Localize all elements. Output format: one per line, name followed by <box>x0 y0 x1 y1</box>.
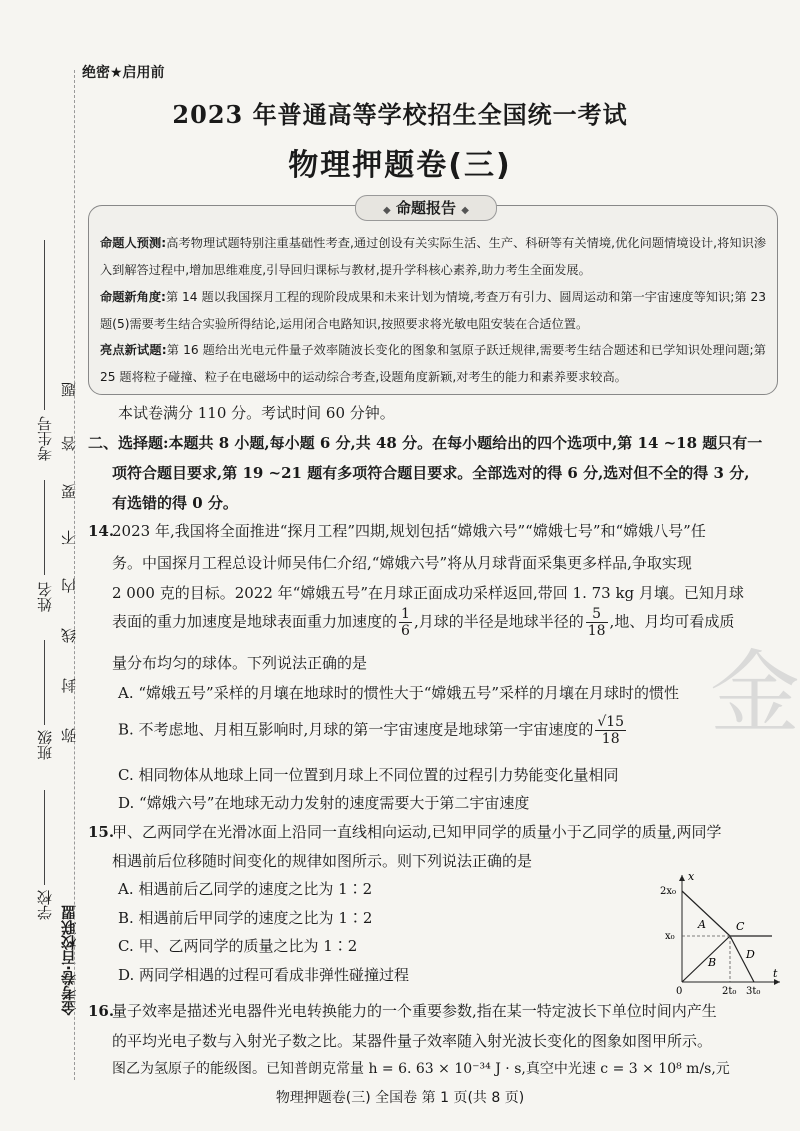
fraction-numerator: 5 <box>586 606 608 623</box>
highlight-text: 第 16 题给出光电元件量子效率随波长变化的图象和氢原子跃迁规律,需要考生结合题述和已学知识处理问题;第 25 题将粒子碰撞、粒子在电磁场中的运动综合考查,设题角度新颖,对考生的能力和素养要求较高。 <box>100 343 766 384</box>
label-c: C <box>736 920 745 933</box>
seal-char-2: 答 <box>60 436 78 451</box>
q16-line1: 量子效率是描述光电器件光电转换能力的一个重要参数,指在某一特定波长下单位时间内产生 <box>112 1002 717 1020</box>
y-tick-x0: x₀ <box>665 931 675 942</box>
t-tick-2t0: 2t₀ <box>722 986 737 995</box>
angle-text: 第 14 题以我国探月工程的现阶段成果和未来计划为情境,考查万有引力、圆周运动和第一宇宙速度等知识;第 23 题(5)需要考生结合实验所得结论,运用闭合电路知识,按照要求将光敏电阻安装在合适位置。 <box>100 290 767 331</box>
q15-option-a[interactable]: A. 相遇前后乙同学的速度之比为 1∶2 <box>118 880 373 898</box>
q14-option-b[interactable] <box>118 714 628 747</box>
section-heading-line1: 二、选择题:本题共 8 小题,每小题 6 分,共 48 分。在每小题给出的四个选项中,第 14 ~18 题只有一 <box>88 434 763 452</box>
report-tag-label: 命题报告 <box>395 199 456 217</box>
class-line <box>44 640 45 725</box>
highlight-label: 亮点新试题: <box>100 343 167 357</box>
exam-number-line <box>44 240 45 410</box>
diamond-icon: ◆ <box>383 205 391 216</box>
q16-line2: 的平均光电子数与入射光子数之比。某器件量子效率随入射光波长变化的图象如图甲所示。 <box>112 1032 713 1050</box>
q14-line4-part1: 表面的重力加速度是地球表面重力加速度的 <box>112 612 398 631</box>
angle-label: 命题新角度: <box>100 290 166 304</box>
line-a <box>682 891 730 936</box>
q15-option-b[interactable]: B. 相遇前后甲同学的速度之比为 1∶2 <box>118 909 373 927</box>
report-highlight <box>100 337 766 391</box>
seal-char-4: 不 <box>60 530 78 545</box>
fraction-denominator: 18 <box>601 731 620 747</box>
seal-char-8: 弥 <box>60 728 78 743</box>
y-tick-2x0: 2x₀ <box>660 886 677 897</box>
section-heading-line3: 有选错的得 0 分。 <box>112 494 238 512</box>
fraction-numerator: 1 <box>401 606 410 622</box>
q16-line3: 图乙为氢原子的能级图。已知普朗克常量 h = 6. 63 × 10⁻³⁴ J · s,真空中光速 c = 3 × 10⁸ m/s,元 <box>112 1061 730 1077</box>
q14-line4 <box>112 606 734 639</box>
seal-char-1: 题 <box>60 382 78 397</box>
q15-number: 15. <box>88 823 115 841</box>
exam-number-label: 考生号 <box>36 416 54 461</box>
seal-char-3: 要 <box>60 484 78 499</box>
q15-option-d[interactable]: D. 两同学相遇的过程可看成非弹性碰撞过程 <box>118 966 410 984</box>
exam-title: 2023 年普通高等学校招生全国统一考试 <box>172 100 628 129</box>
school-line <box>44 790 45 885</box>
x-axis-arrow-icon <box>679 875 685 881</box>
q14-option-b-text: B. 不考虑地、月相互影响时,月球的第一宇宙速度是地球第一宇宙速度的 <box>118 720 594 739</box>
fraction-denominator: 18 <box>587 623 606 639</box>
q15-option-c[interactable]: C. 甲、乙两同学的质量之比为 1∶2 <box>118 937 358 955</box>
fraction-numerator: √15 <box>597 714 625 730</box>
prediction-text: 高考物理试题特别注重基础性考查,通过创设有关实际生活、生产、科研等有关情境,优化问题情境设计,将知识渗入到解答过程中,增加思维难度,引导回归课标与教材,提升学科核心素养,助力考生全面发展。 <box>100 236 767 277</box>
name-label: 姓名 <box>36 582 54 612</box>
q14-line1: 2023 年,我国将全面推进“探月工程”四期,规划包括“嫦娥六号”“嫦娥七号”和“嫦娥八号”任 <box>112 522 706 540</box>
fraction-sqrt15-over-18 <box>595 714 626 747</box>
q15-line1: 甲、乙两同学在光滑冰面上沿同一直线相向运动,已知甲同学的质量小于乙同学的质量,两同学 <box>112 823 722 841</box>
t-axis-label: t <box>773 967 778 980</box>
q14-option-c[interactable]: C. 相同物体从地球上同一位置到月球上不同位置的过程引力势能变化量相同 <box>118 766 619 784</box>
watermark: 金 <box>710 641 800 746</box>
confidential-mark: 绝密★启用前 <box>82 65 165 81</box>
fraction-one-sixth <box>399 606 412 639</box>
exam-info: 本试卷满分 110 分。考试时间 60 分钟。 <box>118 404 395 422</box>
q14-line2: 务。中国探月工程总设计师吴伟仁介绍,“嫦娥六号”将从月球背面采集更多样品,争取实现 <box>112 554 692 572</box>
alliance-seal: 金考卷·百校联盟 <box>60 905 78 1016</box>
class-label: 班级 <box>36 730 54 760</box>
t-tick-3t0: 3t₀ <box>746 986 761 995</box>
school-label: 学校 <box>36 890 54 920</box>
fraction-denominator: 6 <box>401 623 410 639</box>
q15-line2: 相遇前后位移随时间变化的规律如图所示。则下列说法正确的是 <box>112 852 533 870</box>
seal-char-6: 线 <box>60 628 78 643</box>
q14-line4-part3: ,地、月均可看成质 <box>609 612 735 631</box>
diamond-icon: ◆ <box>461 205 469 216</box>
paper-title: 物理押题卷(三) <box>288 148 512 183</box>
q14-line5: 量分布均匀的球体。下列说法正确的是 <box>112 654 368 672</box>
q14-line3: 2 000 克的目标。2022 年“嫦娥五号”在月球正面成功采样返回,带回 1. 73 kg 月壤。已知月球 <box>112 584 744 602</box>
origin-label: 0 <box>676 986 683 995</box>
q14-number: 14. <box>88 522 115 540</box>
label-a: A <box>698 918 706 931</box>
q14-line4-part2: ,月球的半径是地球半径的 <box>413 612 584 631</box>
prediction-label: 命题人预测: <box>100 236 167 250</box>
label-b: B <box>708 956 717 969</box>
q16-number: 16. <box>88 1002 115 1020</box>
page-footer: 物理押题卷(三) 全国卷 第 1 页(共 8 页) <box>275 1090 525 1106</box>
x-axis-label: x <box>688 870 695 883</box>
report-tag <box>355 195 497 221</box>
fraction-five-eighteenths <box>586 606 608 639</box>
section-heading-line2: 项符合题目要求,第 19 ~21 题有多项符合题目要求。全部选对的得 6 分,选对但不全的得 3 分, <box>112 464 750 482</box>
name-line <box>44 480 45 575</box>
line-b <box>682 936 730 982</box>
report-prediction <box>100 230 766 284</box>
seal-char-7: 封 <box>60 678 78 693</box>
report-angle <box>100 284 766 338</box>
q15-position-time-graph <box>660 870 785 995</box>
q14-option-d[interactable]: D. “嫦娥六号”在地球无动力发射的速度需要大于第二宇宙速度 <box>118 794 530 812</box>
label-d: D <box>746 948 755 961</box>
binding-line <box>74 70 76 1080</box>
seal-char-5: 内 <box>60 578 78 593</box>
q14-option-a[interactable]: A. “嫦娥五号”采样的月壤在地球时的惯性大于“嫦娥五号”采样的月壤在月球时的惯性 <box>118 684 680 702</box>
